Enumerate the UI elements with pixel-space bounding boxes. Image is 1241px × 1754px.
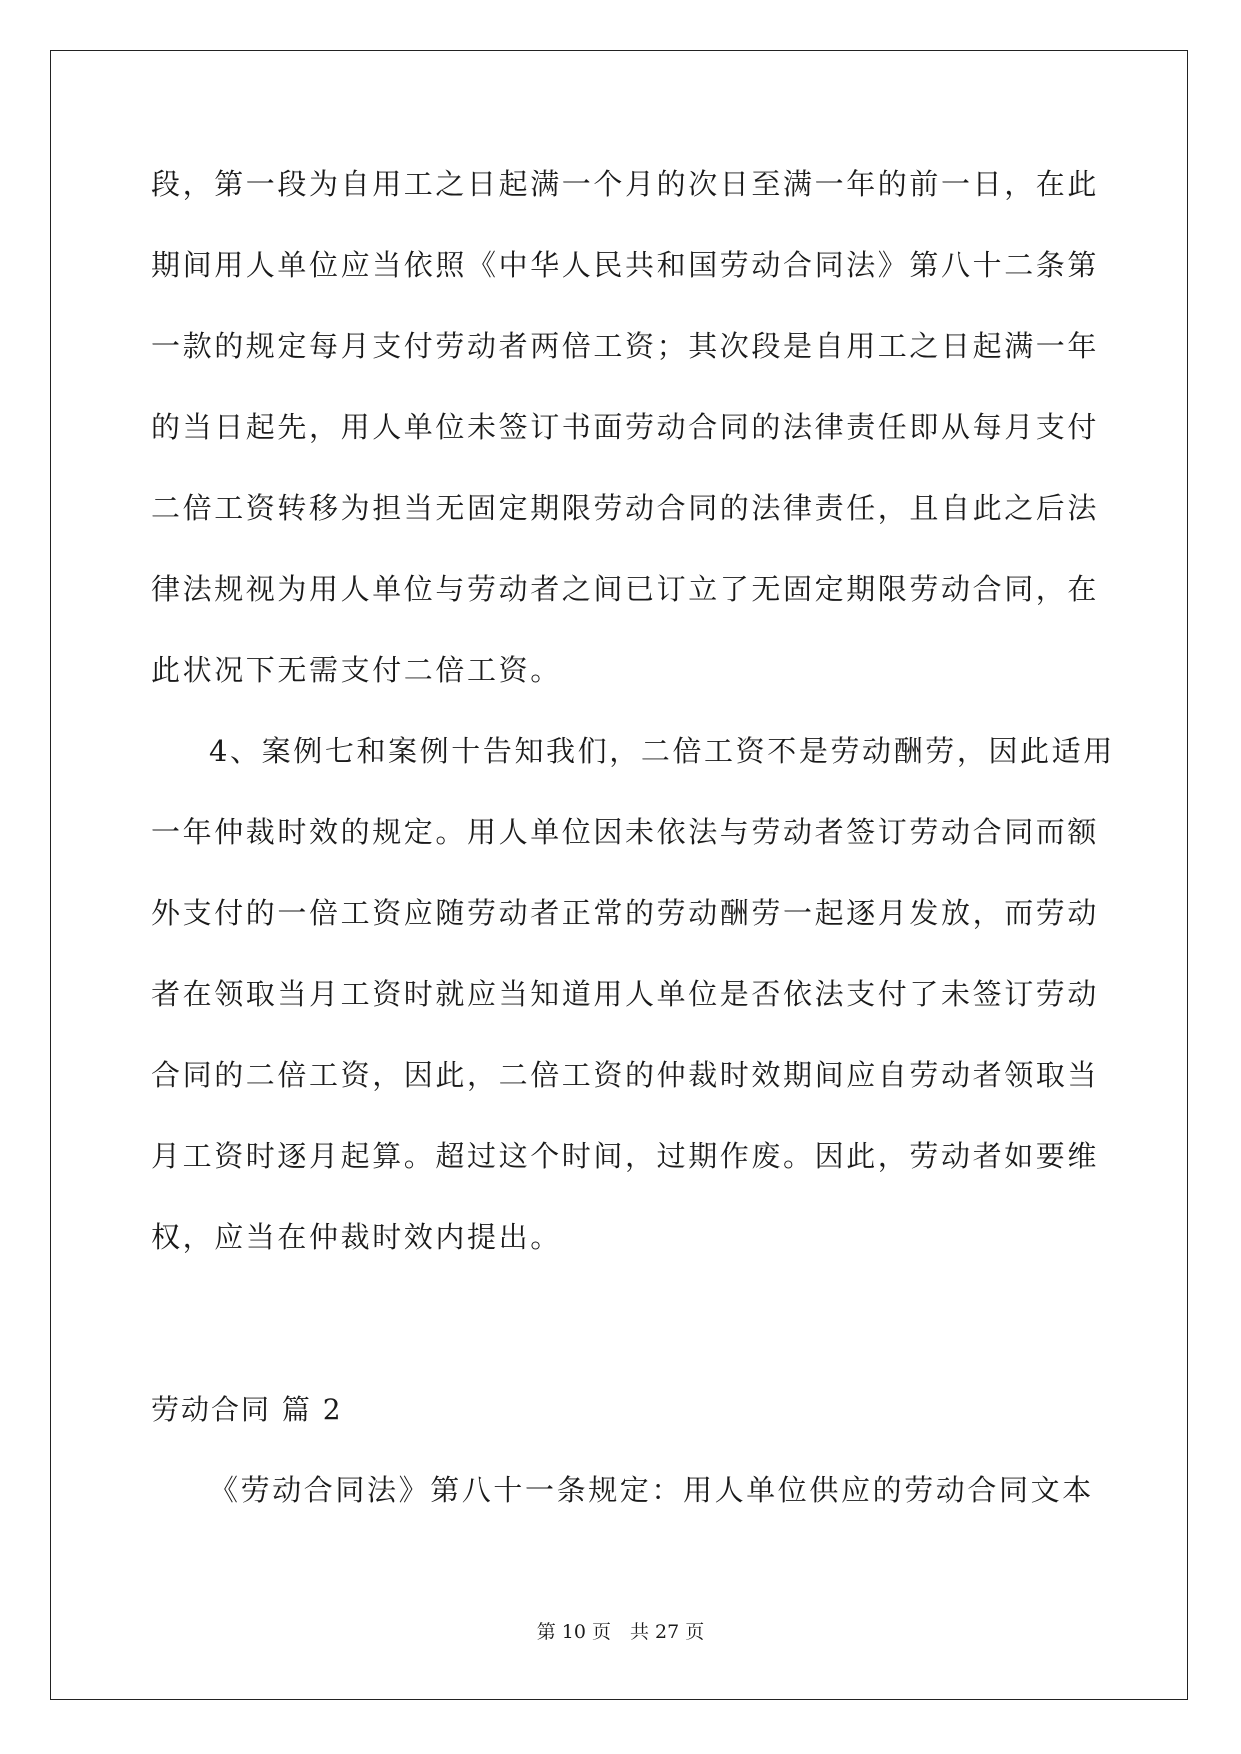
text-line: 二倍工资转移为担当无固定期限劳动合同的法律责任，且自此之后法 xyxy=(151,491,1100,525)
text-line: 的当日起先，用人单位未签订书面劳动合同的法律责任即从每月支付 xyxy=(151,410,1100,444)
text-line: 律法规视为用人单位与劳动者之间已订立了无固定期限劳动合同，在 xyxy=(151,572,1100,606)
text-line: 外支付的一倍工资应随劳动者正常的劳动酬劳一起逐月发放，而劳动 xyxy=(151,896,1100,930)
page-number: 第 10 页 共 27 页 xyxy=(536,1621,705,1643)
document-body xyxy=(151,164,1115,1298)
text-line: 一年仲裁时效的规定。用人单位因未依法与劳动者签订劳动合同而额 xyxy=(151,815,1100,849)
text-line: 者在领取当月工资时就应当知道用人单位是否依法支付了未签订劳动 xyxy=(151,977,1100,1011)
text-line: 一款的规定每月支付劳动者两倍工资；其次段是自用工之日起满一年 xyxy=(151,329,1100,363)
text-line: 4、案例七和案例十告知我们，二倍工资不是劳动酬劳，因此适用 xyxy=(209,734,1115,768)
text-line: 月工资时逐月起算。超过这个时间，过期作废。因此，劳动者如要维 xyxy=(151,1139,1100,1173)
text-line: 段，第一段为自用工之日起满一个月的次日至满一年的前一日，在此 xyxy=(151,167,1100,201)
text-line: 合同的二倍工资，因此，二倍工资的仲裁时效期间应自劳动者领取当 xyxy=(151,1058,1100,1092)
text-line: 此状况下无需支付二倍工资。 xyxy=(151,653,562,687)
text-line: 《劳动合同法》第八十一条规定：用人单位供应的劳动合同文本 xyxy=(209,1473,1094,1507)
text-line: 权，应当在仲裁时效内提出。 xyxy=(151,1220,562,1254)
text-line: 期间用人单位应当依照《中华人民共和国劳动合同法》第八十二条第 xyxy=(151,248,1100,282)
section-heading: 劳动合同 篇 2 xyxy=(151,1393,343,1426)
